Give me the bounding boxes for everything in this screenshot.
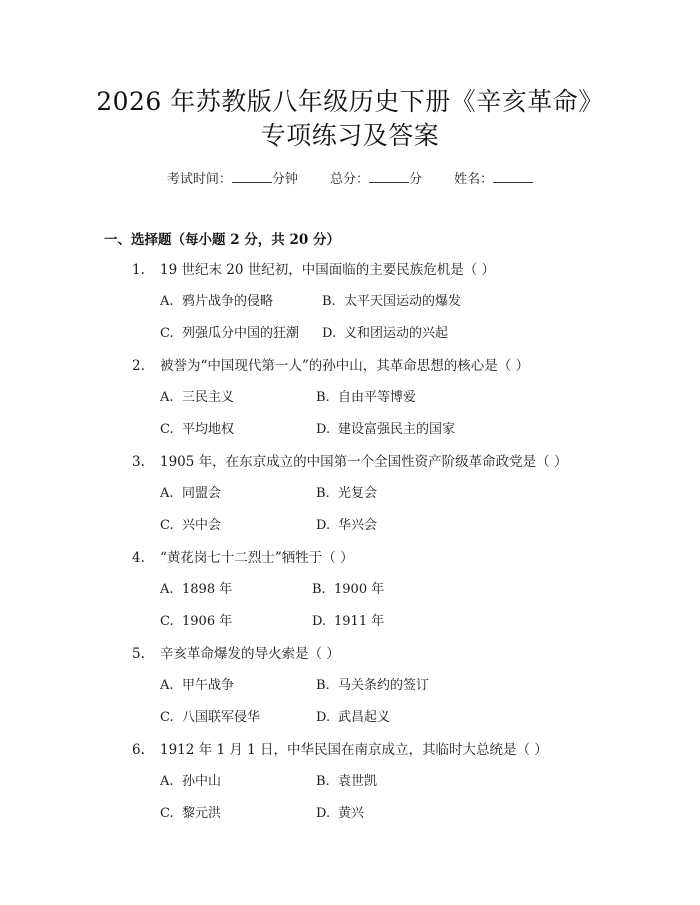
question-4-option-d	[312, 613, 384, 631]
question-text: 1905 年，在东京成立的中国第一个全国性资产阶级革命政党是（ ）	[160, 454, 568, 470]
option-letter: C.	[160, 710, 174, 725]
option-text: 光复会	[338, 486, 378, 501]
option-text: 1906 年	[182, 614, 233, 629]
question-3	[132, 453, 567, 471]
question-2-option-b	[316, 389, 416, 407]
question-6-option-d	[316, 805, 364, 823]
option-letter: B.	[312, 582, 326, 597]
option-text: 袁世凯	[338, 774, 378, 789]
option-letter: B.	[316, 486, 330, 501]
document-title-line-2: 专项练习及答案	[260, 121, 440, 150]
option-letter: C.	[160, 422, 174, 437]
option-letter: A.	[160, 678, 174, 693]
option-letter: D.	[322, 326, 337, 341]
exam-time-blank	[232, 170, 272, 183]
question-3-option-a	[160, 485, 221, 503]
question-1	[132, 261, 495, 279]
question-4-option-c	[160, 613, 232, 631]
total-score-label: 总分：	[329, 172, 369, 187]
question-2-option-c	[160, 421, 234, 439]
option-text: 八国联军侵华	[182, 710, 261, 725]
option-letter: D.	[312, 614, 327, 629]
option-letter: B.	[316, 390, 330, 405]
student-name-label: 姓名：	[454, 172, 494, 187]
option-text: 同盟会	[182, 486, 222, 501]
student-name-field	[454, 170, 533, 189]
option-text: 黄兴	[338, 806, 365, 821]
question-4-option-a	[160, 581, 232, 599]
question-4	[132, 549, 354, 567]
option-text: 鸦片战争的侵略	[182, 294, 274, 309]
question-5-option-d	[316, 709, 390, 727]
question-5-option-b	[316, 677, 429, 695]
question-2	[132, 357, 529, 375]
question-number: 5.	[132, 646, 145, 662]
question-6-option-a	[160, 773, 221, 791]
total-score-field	[330, 170, 422, 189]
option-letter: A.	[160, 774, 174, 789]
question-6-option-c	[160, 805, 221, 823]
total-score-unit: 分	[409, 172, 423, 187]
option-letter: B.	[322, 294, 336, 309]
option-text: 自由平等博爱	[338, 390, 417, 405]
question-text: 19 世纪末 20 世纪初，中国面临的主要民族危机是（ ）	[160, 262, 496, 278]
question-5-option-c	[160, 709, 260, 727]
option-letter: C.	[160, 806, 174, 821]
option-letter: B.	[316, 678, 330, 693]
option-letter: D.	[316, 518, 331, 533]
question-number: 6.	[132, 742, 145, 758]
option-text: 太平天国运动的爆发	[344, 294, 462, 309]
exam-time-unit: 分钟	[271, 172, 298, 187]
option-letter: D.	[316, 422, 331, 437]
option-text: 兴中会	[182, 518, 222, 533]
option-letter: A.	[160, 294, 174, 309]
question-5	[132, 645, 340, 663]
question-2-option-d	[316, 421, 455, 439]
question-text: 被誉为“中国现代第一人”的孙中山，其革命思想的核心是（ ）	[160, 358, 530, 374]
option-letter: B.	[316, 774, 330, 789]
question-number: 1.	[132, 262, 145, 278]
question-3-option-c	[160, 517, 221, 535]
question-4-option-b	[312, 581, 384, 599]
option-text: 甲午战争	[182, 678, 235, 693]
option-text: 建设富强民主的国家	[338, 422, 456, 437]
question-3-option-b	[316, 485, 377, 503]
option-text: 华兴会	[338, 518, 378, 533]
question-1-option-b	[322, 293, 461, 311]
exam-time-field	[167, 170, 298, 189]
option-letter: C.	[160, 614, 174, 629]
option-text: 1900 年	[334, 582, 385, 597]
question-1-option-a	[160, 293, 273, 311]
question-text: 1912 年 1 月 1 日，中华民国在南京成立，其临时大总统是（ ）	[160, 742, 548, 758]
document-title-line-1: 2026 年苏教版八年级历史下册《辛亥革命》	[96, 87, 604, 116]
option-text: 平均地权	[182, 422, 235, 437]
exam-meta	[0, 170, 700, 189]
option-text: 1898 年	[182, 582, 233, 597]
question-2-option-a	[160, 389, 234, 407]
option-text: 三民主义	[182, 390, 235, 405]
question-text: “黄花岗七十二烈士”牺牲于（ ）	[160, 550, 354, 566]
option-letter: C.	[160, 518, 174, 533]
option-text: 1911 年	[334, 614, 385, 629]
option-text: 马关条约的签订	[338, 678, 430, 693]
question-number: 4.	[132, 550, 145, 566]
option-letter: A.	[160, 486, 174, 501]
question-3-option-d	[316, 517, 377, 535]
option-letter: D.	[316, 806, 331, 821]
option-letter: D.	[316, 710, 331, 725]
option-text: 武昌起义	[338, 710, 391, 725]
option-text: 列强瓜分中国的狂潮	[182, 326, 300, 341]
question-6	[132, 741, 548, 759]
total-score-blank	[369, 170, 409, 183]
question-5-option-a	[160, 677, 234, 695]
question-1-option-c	[160, 325, 299, 343]
question-1-option-d	[322, 325, 448, 343]
question-number: 3.	[132, 454, 145, 470]
question-6-option-b	[316, 773, 377, 791]
question-number: 2.	[132, 358, 145, 374]
section-heading: 一、选择题（每小题 2 分，共 20 分）	[104, 232, 340, 248]
option-text: 义和团运动的兴起	[344, 326, 449, 341]
option-letter: A.	[160, 390, 174, 405]
option-letter: C.	[160, 326, 174, 341]
exam-time-label: 考试时间：	[166, 172, 232, 187]
option-letter: A.	[160, 582, 174, 597]
option-text: 黎元洪	[182, 806, 222, 821]
option-text: 孙中山	[182, 774, 222, 789]
student-name-blank	[493, 170, 533, 183]
question-text: 辛亥革命爆发的导火索是（ ）	[160, 646, 340, 662]
